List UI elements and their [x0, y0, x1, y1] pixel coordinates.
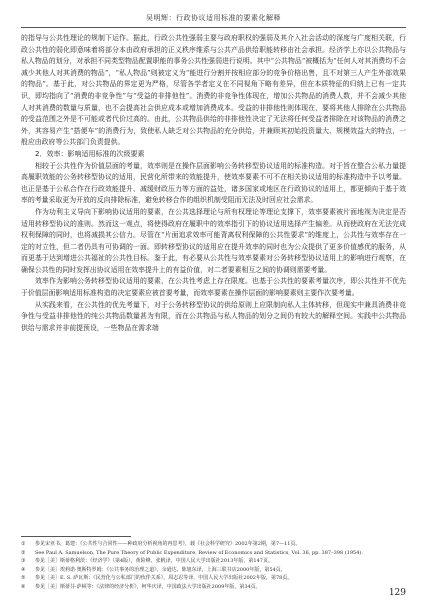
footnote	[21, 583, 406, 592]
footnote	[21, 540, 406, 549]
footnote-rule	[21, 536, 131, 537]
footnote	[21, 557, 406, 566]
footnote-text: 参见宋亚书、葛建：《公共性与合同性——种政府分析视角的再思考》，载《社会科学研究》2002年第2期，第7—11页。	[35, 541, 301, 547]
footnote-text: See Paul A. Samuelson, The Pure Theory of Public Expenditure, Review of Economics and Statistics, Vol. 36, pp. 387–398 (1954).	[35, 549, 363, 556]
running-header	[21, 13, 406, 23]
footnote-text: 参见［美］E. S. 萨瓦斯：《民营化与公私部门的伙伴关系》，周志忍等译，中国人民大学出版社2002年版，第78页。	[35, 575, 293, 581]
running-header-title: 吴明辉：行政协议适用标准的要素化解释	[146, 14, 281, 22]
page-number: 129	[388, 588, 406, 598]
paragraph-5: 从实践来看，在公共性的优先考量下，对于公务转移型协议的供给原则上应限制向私人主体转移，但现实中兼具消费非竞争性与受益非排他性的纯公共物品数量甚为有限，而在公共物品与私人物品的划分之间仍有较大的解释空间。实践中公共物品供给与需求并非前提预设，一些物品在需求端	[21, 300, 406, 332]
footnote-text: 参见［美］斯蒂格利茨：《经济学》（第4版），黄险峰、张帆译，中国人民大学出版社2013年版，第147页。	[35, 558, 273, 564]
footnote-mark: ⑤	[21, 575, 26, 581]
footnote-mark: ③	[21, 558, 26, 564]
paragraph-3: 作为功利主义导向下影响协议适用的要素，在公共选择理论与所有权理论等理论支撑下，效率要素被片面地视为决定是否适用转移型协议的准则。然而这一观点，将使得政府在履职中的效率指引下的协议适用选择产生偏差。从而使政府在无法完成权利保障的同时，也将减损其公信力。尽管在“片面追求效率可能背离权利保障的公共性要求”的维度上，公共性与效率存在一定的对立性，但二者仍具有可协调的一面。即转移型协议的适用应在提升效率的同时也为公众提供了更多价值感优的服务，从而更基于达到增进公共福祉的公共性目标。鉴于此，有必要从公共性与效率要素对公务转移型协议适用上的影响进行观察，在确保公共性的同时发挥出协议适用在效率提升上的有益价值，对二者要素相互之间的协调则需要考量。	[21, 207, 406, 274]
paragraph-2: 相较于公共性作为价值层面的考量，效率则是在操作层面影响公务转移型协议适用的标准构造。对于旨在整合公私力量提高履职效能的公务转移型协议的适用，民营化所带来的效能提升，使效率要素不可不在相关协议适用的标准构造中予以考量。也正是基于公私合作在行政效能提升、减缓财政压力等方面的益处，诸多国家或地区在行政协议的适用上，都更倾向于基于效率的考量采取更为开放的反向排除标准，避免转移合作的组织机制受阻而无法及时回应社会需求。	[21, 161, 406, 205]
footnote-text: 参见［美］埃莉诺·奥斯特罗姆：《公共事务的治理之道》，余逊达、陈旭东译，上海三联书店2000年版，第54页。	[35, 566, 286, 573]
footnote	[21, 566, 406, 575]
header-rule	[21, 27, 406, 28]
footnote-mark: ②	[21, 549, 26, 556]
footnote-mark: ①	[21, 541, 26, 547]
footnote	[21, 574, 406, 583]
footnote-mark: ④	[21, 566, 26, 573]
footnotes	[21, 540, 406, 591]
section-subheading: 2．效率：影响适用标准的次级要素	[35, 149, 145, 158]
paragraph-1: 的指导与公共性理论的规制下运作。据此，行政公共性强弱主要与政府职权的强弱及其介入社会活动的深度与广度相关联，行政公共性的弱化即意味着将部分本由政府承担的正义秩序维系与公共产品供给职能转移由社会承担。经济学上亦以公共物品与私人物品的划分，对承担不同类型物品配置职能的事务公共性强弱进行说明。其中“公共物品”被概括为“任何人对其消费均不会减少其他人对其消费的物品”，“私人物品”则被定义为“能进行分割并按相应部分的竞争价格出售，且不对第三人产生外部效果的物品”。基于此，对公共物品的界定更为严格，尽管各学者定义在不同视角下略有差异，但在本质特征的归纳上已有一定共识，即均指向了“消费的非竞争性”与“受益的非排他性”。消费的非竞争性体现在，增加公共物品的消费人数，并不会减少其他人对其消费的数量与质量，也不会提高社会供应成本或增加消费成本。受益的非排他性则体现在，要将其他人排除在公共物品的受益范围之外是不可能或者代价过高的。由此，公共物品供给的非排他性决定了无法将任何受益者排除在对该物品的消费之外，其容易产生“搭便车”的消费行为，致使私人缺乏对公共物品的充分供给，并兼顾其初始投资量大、规模效益大的特点，一般应由政府等公共部门负责提供。	[21, 34, 406, 147]
footnote-mark: ⑥	[21, 583, 26, 590]
body-text	[21, 33, 406, 334]
paragraph-4: 效率作为影响公务转移型协议适用的要素，在公共性考虑上存在限度。也基于公共性的要素考量次序，即公共性并不优先于价值层面影响适用标准构造的决定要素应被首要考量，而效率要素在操作层面的影响要素则主要作次要考量。	[21, 277, 406, 298]
footnote	[21, 549, 406, 558]
footnote-text: 参见［美］斯蒂芬·萨顿等：《法律的经济分析》，柯华庆译，中国政法大学出版社2009年版，第34页。	[35, 583, 261, 590]
